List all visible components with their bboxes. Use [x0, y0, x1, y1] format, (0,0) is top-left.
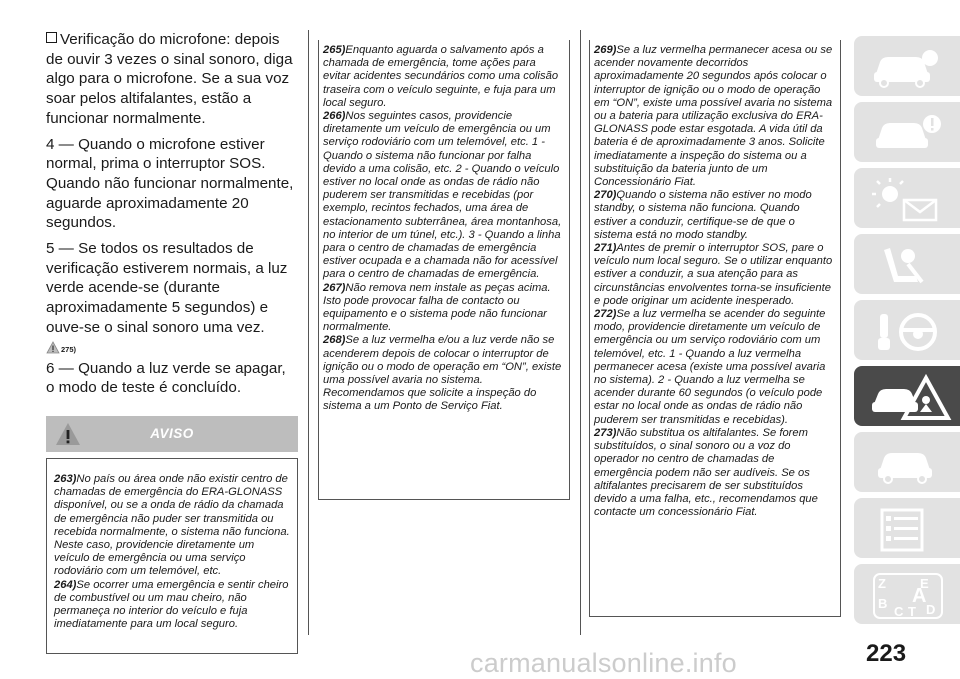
lights-message-icon	[868, 176, 948, 224]
key-steering-icon	[868, 308, 948, 356]
note-263: 263)No país ou área onde não existir centro de chamadas de emergência do ERA-GLONASS disponível, ou se a onda de rádio da chamada de emergência não puder ser transmitida ou recebida normalmente, o sistema não funciona. Neste caso, providencie diretamente um veículo de emergência ou uma serviço rodoviário com um telemóvel, etc.	[54, 472, 290, 578]
note-267: 267)Não remova nem instale as peças acima. Isto pode provocar falha de contacto ou equipamento e o sistema pode não funcionar normalmente.	[323, 281, 551, 334]
note-270: 270)Quando o sistema não estiver no modo standby, o sistema não funciona. Quando estiver a conduzir, certifique-se de que o sistema está no modo standby.	[594, 189, 812, 241]
chapter-tab-emergency[interactable]	[854, 366, 960, 426]
note-272: 272)Se a luz vermelha se acender do seguinte modo, providencie diretamente um veículo de emergência ou um serviço rodoviário com um telemóvel, etc. 1 - Quando a luz vermelha permanecer acesa (existe uma possível avaria no sistema). 2 - Quando a luz vermelha se acender durante 60 segundos (o veículo pode estar no local onde as ondas de rádio não puderem ser transmitidas e recebidas).	[594, 308, 826, 426]
seat-airbag-icon	[868, 242, 948, 290]
column-3	[589, 40, 841, 617]
column-2	[318, 40, 570, 500]
checkbox-bullet-icon	[46, 32, 57, 43]
warning-reference	[46, 341, 298, 354]
chapter-tab-starting-driving[interactable]	[854, 300, 960, 360]
note-266: 266)Nos seguintes casos, providencie diretamente um veículo de emergência ou um serviço rodoviário com um telemóvel, etc. 1 - Quando o sistema não funcionar por falha devido a uma colisão, etc. 2 - Quando o veículo estiver no local onde as ondas de rádio não puderem ser transmitidas e recebidas (por exemplo, recintos fechados, uma área de estacionamento subterrânea, área montanhosa, no interior de um túnel, etc.). 3 - Quando a linha para o centro de chamadas de emergência estiver ocupada e a chamada não for acessível para o centro de chamadas de emergência.	[323, 110, 562, 281]
svg-text:T: T	[908, 604, 916, 619]
car-info-icon	[868, 44, 948, 88]
paragraph-step-6: 6 — Quando a luz verde se apagar, o modo de teste é concluído.	[46, 359, 286, 397]
watermark-text: carmanualsonline.info	[470, 648, 737, 678]
svg-text:D: D	[926, 602, 936, 617]
note-265: 265)Enquanto aguarda o salvamento após a chamada de emergência, tome ações para evitar acidentes secundários como uma colisão traseira com o veículo seguinte, e fuja para um local seguro.	[323, 44, 559, 109]
svg-text:C: C	[894, 604, 904, 619]
svg-text:B: B	[878, 596, 888, 611]
chapter-tab-car-alert[interactable]	[854, 102, 960, 162]
chapter-tab-car-info[interactable]	[854, 36, 960, 96]
note-264: 264)Se ocorrer uma emergência e sentir cheiro de combustível ou um mau cheiro, não permaneça no interior do veículo e fuja imediatamente para um local seguro.	[54, 578, 289, 631]
aviso-box	[46, 458, 298, 654]
note-268: 268)Se a luz vermelha e/ou a luz verde não se acenderem depois de colocar o interruptor de ignição ou o modo de operação em “ON”, existe uma possível avaria no sistema. Recomendamos que solicite a inspeção do sistema a um Ponto de Serviço Fiat.	[323, 334, 562, 413]
page-number: 223	[866, 640, 907, 667]
svg-text:Z: Z	[878, 576, 886, 591]
column-divider	[580, 30, 581, 635]
aviso-title: AVISO	[150, 425, 194, 441]
chapter-tab-lights-messages[interactable]	[854, 168, 960, 228]
svg-text:E: E	[920, 576, 929, 591]
aviso-header	[46, 416, 298, 452]
chapter-tab-technical-data[interactable]	[854, 498, 960, 558]
warning-triangle-icon	[46, 341, 60, 354]
alphabet-index-icon	[868, 572, 948, 620]
paragraph-step-4: 4 — Quando o microfone estiver normal, prima o interruptor SOS. Quando não funcionar normalmente, aguarde aproximadamente 20 segundos.	[46, 135, 294, 232]
svg-text:A: A	[912, 585, 927, 607]
car-alert-icon	[868, 110, 948, 154]
notes-box-2	[318, 40, 570, 500]
chapter-tab-maintenance[interactable]	[854, 432, 960, 492]
note-269: 269)Se a luz vermelha permanecer acesa ou se acender novamente decorridos aproximadamente 20 segundos após colocar o interruptor de ignição ou o modo de operação em “ON”, existe uma possível avaria no sistema ou a bateria para utilização exclusiva do ERA-GLONASS pode estar esgotada. A vida útil da bateria é de aproximadamente 3 anos. Solicite imediatamente a inspeção do sistema ou a substituição da bateria junto de um Concessionário Fiat.	[594, 44, 833, 189]
column-1	[46, 30, 298, 654]
chapter-tab-index[interactable]	[854, 564, 960, 624]
car-service-icon	[868, 440, 948, 488]
paragraph-microphone-check: Verificação do microfone: depois de ouvir 3 vezes o sinal sonoro, diga algo para o microfone. Se a sua voz soar pelos altifalantes, estão a funcionar normalmente.	[46, 31, 293, 127]
paragraph-step-5: 5 — Se todos os resultados de verificação estiverem normais, a luz verde acende-se (durante aproximadamente 5 segundos) e ouve-se o sinal sonoro uma vez.	[46, 240, 288, 336]
column-divider	[308, 30, 309, 635]
chapter-tab-safety[interactable]	[854, 234, 960, 294]
note-273: 273)Não substitua os altifalantes. Se forem substituídos, o sinal sonoro ou a voz do operador no centro de chamadas de emergência podem não ser audíveis. Se os altifalantes precisarem de ser substituídos devido a uma falha, etc., recomendamos que contacte um concessionário Fiat.	[594, 426, 818, 519]
checklist-icon	[868, 506, 948, 554]
notes-box-3	[589, 40, 841, 617]
note-271: 271)Antes de premir o interruptor SOS, pare o veículo num local seguro. Se o utilizar enquanto estiver a conduzir, a sua atenção para as circunstâncias envolventes torna-se insuficiente e pode originar um acidente inesperado.	[594, 242, 833, 307]
car-warning-triangle-icon	[868, 374, 952, 422]
warning-ref-number: 275)	[61, 344, 77, 354]
